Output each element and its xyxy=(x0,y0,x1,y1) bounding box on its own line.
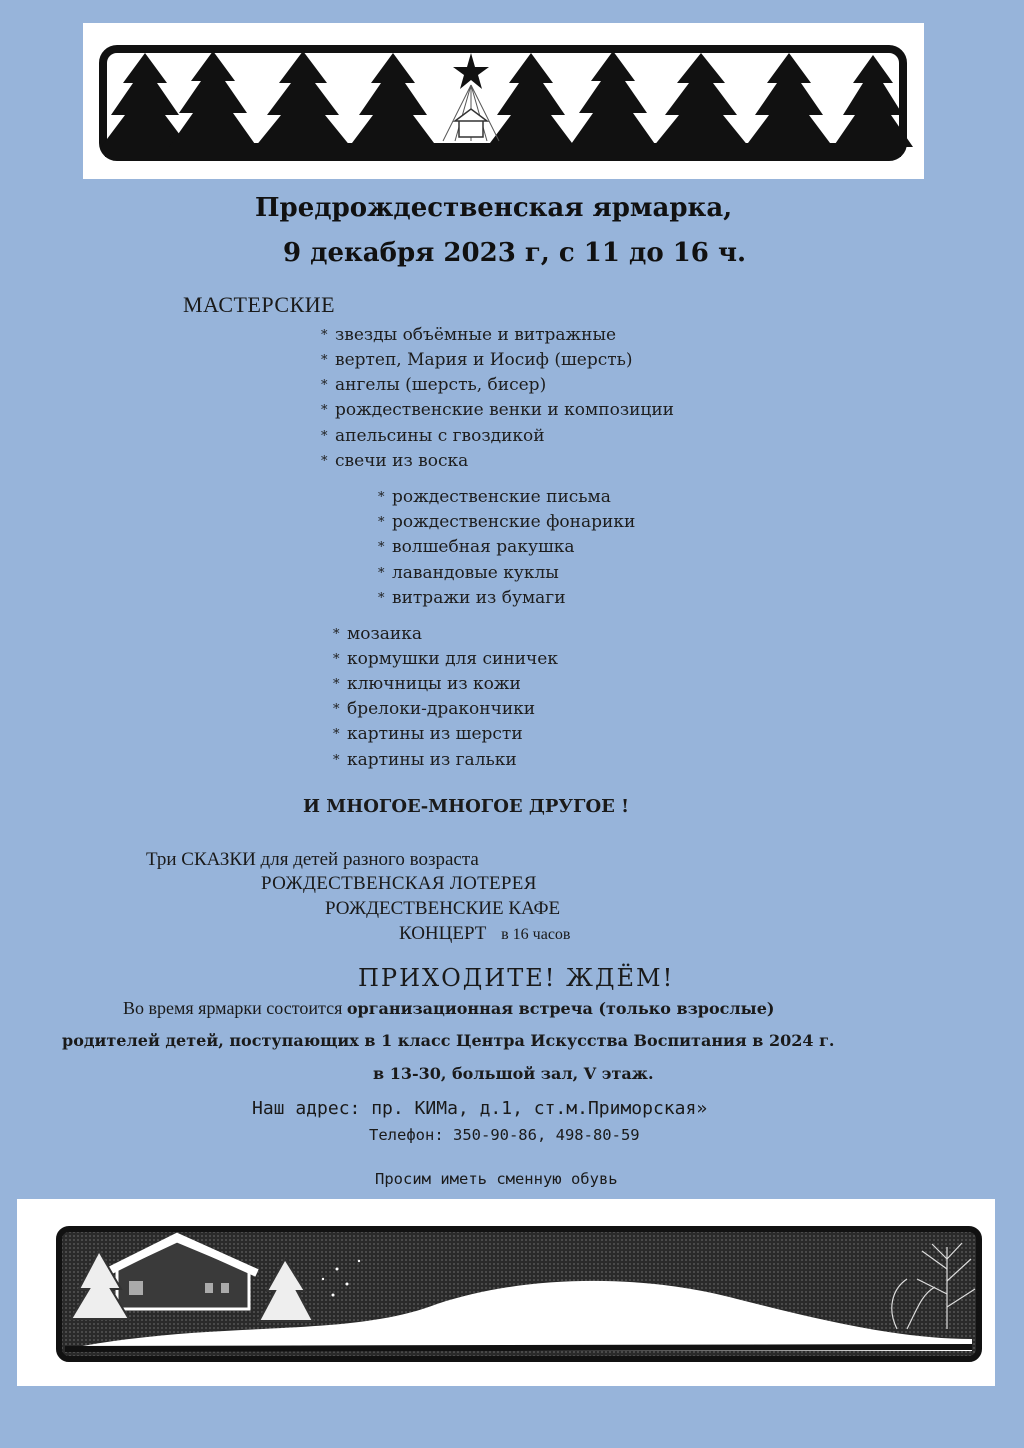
event-date: 9 декабря 2023 г, с 11 до 16 ч. xyxy=(283,238,747,268)
list-item: * рождественские письма xyxy=(378,487,611,507)
star-bullet: * xyxy=(321,454,328,469)
star-bullet: * xyxy=(378,540,385,555)
meeting-intro-bold: организационная встреча (только взрослые) xyxy=(346,999,775,1018)
list-item: * картины из гальки xyxy=(333,750,517,770)
star-bullet: * xyxy=(321,328,328,343)
list-item: * лавандовые куклы xyxy=(378,563,559,583)
list-item: * ключницы из кожи xyxy=(333,674,521,694)
concert-time: в 16 часов xyxy=(501,926,571,943)
list-item: * вертеп, Мария и Иосиф (шерсть) xyxy=(321,350,633,370)
star-bullet: * xyxy=(333,652,340,667)
workshops-heading: МАСТЕРСКИЕ xyxy=(183,292,336,317)
bottom-banner-illustration xyxy=(17,1199,995,1386)
list-item: * звезды объёмные и витражные xyxy=(321,325,617,345)
star-bullet: * xyxy=(333,702,340,717)
list-item: * свечи из воска xyxy=(321,451,469,471)
shoes-note: Просим иметь сменную обувь xyxy=(375,1170,618,1188)
star-bullet: * xyxy=(378,490,385,505)
list-item: * рождественские фонарики xyxy=(378,512,636,532)
lottery-line: РОЖДЕСТВЕНСКАЯ ЛОТЕРЕЯ xyxy=(261,873,537,894)
list-item: * ангелы (шерсть, бисер) xyxy=(321,375,547,395)
invite-line: ПРИХОДИТЕ! ЖДЁМ! xyxy=(358,964,675,992)
fir-trees-illustration xyxy=(83,23,924,179)
meeting-line-3: в 13-30, большой зал, V этаж. xyxy=(373,1064,654,1083)
list-item: * мозаика xyxy=(333,624,422,644)
list-item: * волшебная ракушка xyxy=(378,537,575,557)
star-bullet: * xyxy=(321,403,328,418)
list-item: * кормушки для синичек xyxy=(333,649,558,669)
star-bullet: * xyxy=(321,353,328,368)
star-bullet: * xyxy=(378,591,385,606)
star-bullet: * xyxy=(333,627,340,642)
star-bullet: * xyxy=(333,677,340,692)
star-bullet: * xyxy=(333,727,340,742)
star-bullet: * xyxy=(378,515,385,530)
and-much-more: И МНОГОЕ-МНОГОЕ ДРУГОЕ ! xyxy=(303,796,630,817)
star-bullet: * xyxy=(333,753,340,768)
address-line: Наш адрес: пр. КИМа, д.1, ст.м.Приморская» xyxy=(252,1098,708,1119)
star-bullet: * xyxy=(321,378,328,393)
star-bullet: * xyxy=(321,429,328,444)
winter-landscape-illustration xyxy=(17,1199,995,1386)
cafe-line: РОЖДЕСТВЕНСКИЕ КАФЕ xyxy=(325,898,561,919)
list-item: * апельсины с гвоздикой xyxy=(321,426,545,446)
list-item: * витражи из бумаги xyxy=(378,588,566,608)
list-item: * брелоки-дракончики xyxy=(333,699,536,719)
meeting-intro: Во время ярмарки состоится xyxy=(123,998,347,1018)
tales-line: Три СКАЗКИ для детей разного возраста xyxy=(146,849,479,870)
meeting-line-2: родителей детей, поступающих в 1 класс Центра Искусства Воспитания в 2024 г. xyxy=(62,1031,835,1050)
top-banner-illustration xyxy=(83,23,924,179)
concert-label: КОНЦЕРТ xyxy=(399,923,487,944)
event-title: Предрождественская ярмарка, xyxy=(255,193,733,223)
concert-line xyxy=(399,923,570,945)
list-item: * картины из шерсти xyxy=(333,724,523,744)
list-item: * рождественские венки и композиции xyxy=(321,400,675,420)
meeting-line-1 xyxy=(123,998,774,1019)
phone-line: Телефон: 350-90-86, 498-80-59 xyxy=(369,1126,640,1144)
star-bullet: * xyxy=(378,566,385,581)
